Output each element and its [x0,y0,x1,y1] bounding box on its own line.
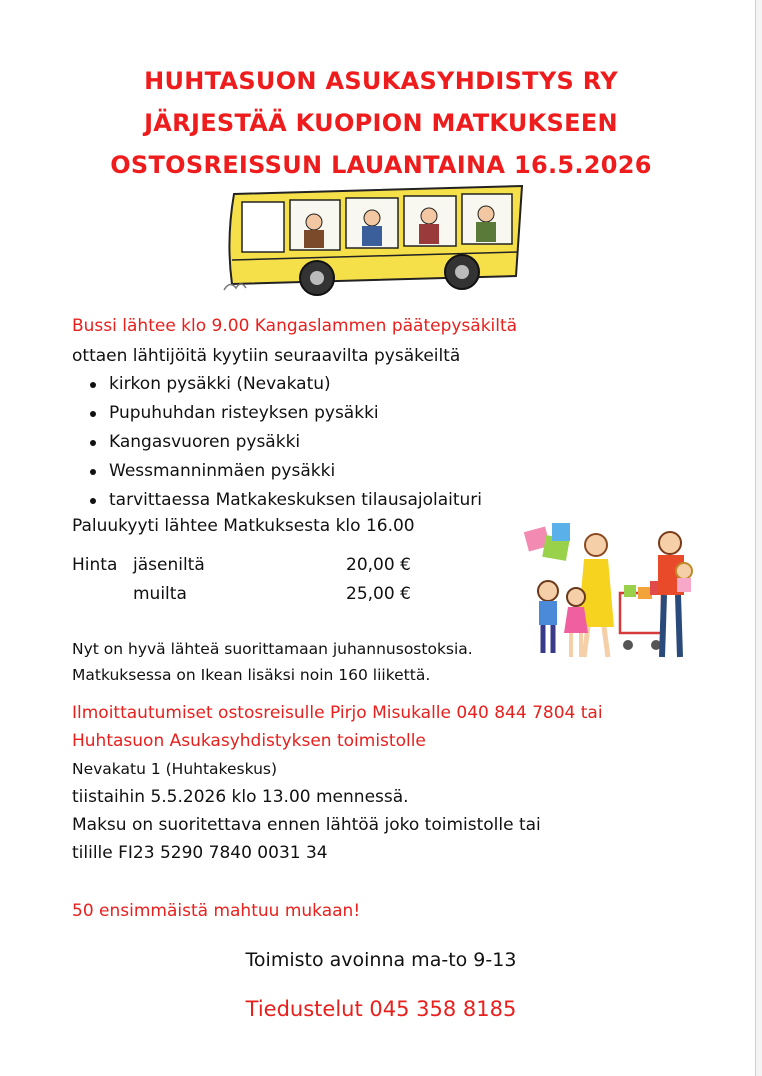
list-item: Pupuhuhdan risteyksen pysäkki [72,399,482,428]
list-item: kirkon pysäkki (Nevakatu) [72,370,482,399]
registration-line-1: Ilmoittautumiset ostosreisulle Pirjo Misukalle 040 844 7804 tai [72,703,603,723]
list-item: Kangasvuoren pysäkki [72,428,482,457]
price-group-members: jäseniltä [133,555,205,575]
title-line-3: OSTOSREISSUN LAUANTAINA 16.5.2026 [110,151,652,179]
return-trip: Paluukyyti lähtee Matkuksesta klo 16.00 [72,516,415,536]
payment-line-1: Maksu on suoritettava ennen lähtöä joko toimistolle tai [72,815,541,835]
departure-info: Bussi lähtee klo 9.00 Kangaslammen päätepysäkiltä [72,316,518,336]
bus-illustration [222,180,532,302]
capacity-note: 50 ensimmäistä mahtuu mukaan! [72,901,361,921]
price-group-others: muilta [133,584,187,604]
title-line-1: HUHTASUON ASUKASYHDISTYS RY [144,67,618,95]
price-amount-members: 20,00 € [346,555,411,575]
promo-line-1: Nyt on hyvä lähteä suorittamaan juhannusostoksia. [72,640,473,658]
promo-line-2: Matkuksessa on Ikean lisäksi noin 160 liikettä. [72,666,431,684]
price-label: Hinta [72,555,118,575]
list-item: Wessmanninmäen pysäkki [72,457,482,486]
office-address: Nevakatu 1 (Huhtakeskus) [72,760,278,778]
list-item: tarvittaessa Matkakeskuksen tilausajolaituri [72,486,482,515]
office-hours: Toimisto avoinna ma-to 9-13 [245,949,517,971]
poster-title [0,60,762,186]
title-line-2: JÄRJESTÄÄ KUOPION MATKUKSEEN [144,109,618,137]
registration-line-2: Huhtasuon Asukasyhdistyksen toimistolle [72,731,426,751]
price-amount-others: 25,00 € [346,584,411,604]
payment-line-2: tilille FI23 5290 7840 0031 34 [72,843,328,863]
stop-list [72,370,482,515]
inquiries-phone: Tiedustelut 045 358 8185 [245,997,517,1021]
pickup-intro: ottaen lähtijöitä kyytiin seuraavilta pysäkeiltä [72,346,461,366]
registration-deadline: tiistaihin 5.5.2026 klo 13.00 mennessä. [72,787,409,807]
shopping-family-illustration [518,515,702,667]
